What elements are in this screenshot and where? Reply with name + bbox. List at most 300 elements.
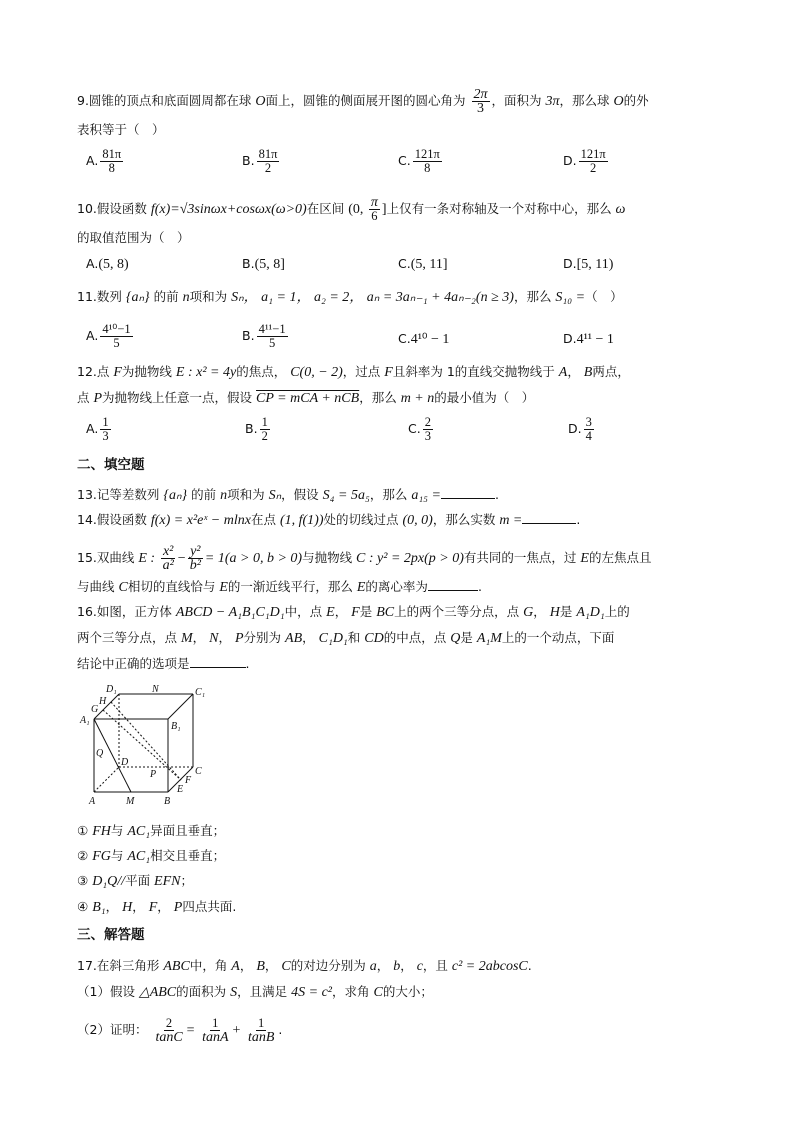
q11-option-d xyxy=(563,330,614,349)
edge xyxy=(168,694,193,719)
frac-den: 2 xyxy=(261,429,268,443)
q11-text: 11.数列 xyxy=(77,289,126,304)
frac-num: y² xyxy=(190,544,201,559)
q16-text: 是 xyxy=(460,630,477,645)
math: m + n xyxy=(400,391,435,406)
frac-den: 3 xyxy=(102,429,109,443)
q12-text: ， xyxy=(567,364,584,379)
q16-text: 结论中正确的选项是 xyxy=(77,656,190,671)
q15-text: 有共同的一焦点，过 xyxy=(463,550,581,565)
choice-text: 相交且垂直； xyxy=(150,848,226,863)
math: FH xyxy=(92,824,111,839)
math: O xyxy=(255,94,266,109)
math: BC xyxy=(376,605,395,620)
choice-text: ； xyxy=(180,873,194,888)
math: EFN xyxy=(154,874,181,889)
q16-text: 的中点，点 xyxy=(383,630,451,645)
label-g: G xyxy=(91,704,99,715)
answer-blank xyxy=(522,523,576,524)
q15-text: 的离心率为 xyxy=(365,579,428,594)
label-f: F xyxy=(185,775,192,786)
math: O xyxy=(613,94,624,109)
q16-line2 xyxy=(77,629,614,648)
math: C xyxy=(281,959,291,974)
q16-text: ， xyxy=(192,630,210,645)
segment-gf xyxy=(103,710,181,780)
section-heading-solve: 三、解答题 xyxy=(77,927,145,943)
q15-text: 与曲线 xyxy=(77,579,119,594)
q9-option-d xyxy=(563,148,610,175)
q17-text: . xyxy=(527,958,532,973)
q16-text: 两个三等分点，点 xyxy=(77,630,181,645)
math: n xyxy=(182,290,190,305)
option-value: (5, 8] xyxy=(254,257,285,272)
math: E : x² = 4y xyxy=(175,365,237,380)
math: M xyxy=(180,631,193,646)
q16-choice-2 xyxy=(77,847,225,866)
choice-text: ， xyxy=(105,899,123,914)
q12-option-d xyxy=(568,416,596,443)
frac-num: 121π xyxy=(580,147,606,161)
fraction xyxy=(369,196,380,223)
q10-line2: 的取值范围为（ ） xyxy=(77,230,190,245)
option-label: A. xyxy=(86,421,99,436)
option-label: A. xyxy=(86,153,99,168)
frac-den: a² xyxy=(162,558,174,573)
label-d: D xyxy=(121,757,129,768)
option-label: C. xyxy=(398,256,411,271)
option-label: B. xyxy=(245,421,258,436)
math: B xyxy=(583,365,593,380)
frac-num: 4¹¹−1 xyxy=(258,322,286,336)
q9-option-b xyxy=(242,148,281,175)
math: E xyxy=(580,551,589,566)
q9-text: ，那么球 xyxy=(559,93,614,108)
option-label: D. xyxy=(563,331,577,346)
q15-text: 相切的直线恰与 xyxy=(127,579,220,594)
q9-text: ，面积为 xyxy=(491,93,546,108)
option-value: (5, 8) xyxy=(98,257,129,272)
frac-den: 2 xyxy=(590,161,597,175)
fraction xyxy=(257,323,288,350)
choice-num: ② xyxy=(77,848,93,863)
frac-den: tanB xyxy=(247,1030,275,1045)
q11-option-a xyxy=(86,323,135,350)
math: F xyxy=(351,605,360,620)
q15-text: 的一渐近线平行，那么 xyxy=(227,579,357,594)
q9-option-a xyxy=(86,148,125,175)
frac-den: 3 xyxy=(477,101,485,116)
math: ABCD − A₁B₁C₁D₁ xyxy=(175,605,285,620)
label-c: C xyxy=(195,766,202,777)
frac-den: tanC xyxy=(155,1030,183,1045)
q10-text: 上仅有一条对称轴及一个对称中心，那么 xyxy=(386,201,616,216)
math: f(x) = x²eˣ − mlnx xyxy=(150,513,251,528)
q14-text: ，那么实数 xyxy=(432,512,500,527)
option-label: C. xyxy=(408,421,421,436)
fraction xyxy=(153,1017,184,1044)
q17-text: ， xyxy=(400,958,417,973)
math: 4S = c² xyxy=(291,985,332,1000)
label-d1: D₁ xyxy=(106,684,117,695)
q17-text: ，且满足 xyxy=(237,984,292,999)
math: FG xyxy=(92,849,111,864)
fraction xyxy=(257,148,280,175)
choice-text: ， xyxy=(157,899,174,914)
math: AB xyxy=(285,631,303,646)
q12-text: ，那么 xyxy=(359,390,401,405)
frac-num: 121π xyxy=(414,147,440,161)
math: N xyxy=(209,631,219,646)
q10-option-a xyxy=(86,255,129,274)
frac-num: 81π xyxy=(258,147,278,161)
math: F xyxy=(384,365,393,380)
q12-text: 为抛物线 xyxy=(121,364,176,379)
math: n xyxy=(220,488,228,503)
q16-text: 16.如图，正方体 xyxy=(77,604,176,619)
math: + xyxy=(232,1023,244,1038)
math: CD xyxy=(364,631,384,646)
q16-text: 中，点 xyxy=(284,604,327,619)
q14-line xyxy=(77,511,580,530)
q12-text: 的焦点， xyxy=(236,364,291,379)
q16-text: ， xyxy=(533,604,550,619)
q15-text: 的左焦点且 xyxy=(588,550,652,565)
math: ABC xyxy=(163,959,190,974)
option-label: C. xyxy=(398,331,411,346)
math: E xyxy=(326,605,335,620)
q12-text: 两点， xyxy=(592,364,630,379)
fraction xyxy=(260,416,270,443)
q12-line1 xyxy=(77,363,630,382)
frac-num: 2 xyxy=(165,1016,173,1030)
frac-num: 2 xyxy=(424,415,431,429)
q13-line xyxy=(77,486,499,505)
math: c xyxy=(416,959,423,974)
q11-text: 项和为 xyxy=(189,289,232,304)
frac-den: 5 xyxy=(268,336,276,350)
math: E xyxy=(356,580,366,595)
section-heading-fill-blank: 二、填空题 xyxy=(77,457,145,473)
fraction xyxy=(423,416,433,443)
frac-den: 3 xyxy=(424,429,431,443)
math: F xyxy=(113,365,122,380)
frac-den: 6 xyxy=(371,209,378,223)
q16-text: 上的 xyxy=(604,604,630,619)
q15-line1 xyxy=(77,545,651,572)
math: ] xyxy=(381,202,387,217)
choice-text: 与 xyxy=(110,848,128,863)
q13-text: . xyxy=(495,487,499,502)
q17-text: ，且 xyxy=(422,958,452,973)
q16-text: 是 xyxy=(559,604,577,619)
option-label: B. xyxy=(242,153,255,168)
q9-line1 xyxy=(77,88,649,115)
q17-text: ，求角 xyxy=(331,984,374,999)
q11-option-b xyxy=(242,323,290,350)
math: = xyxy=(186,1023,199,1038)
label-b1: B₁ xyxy=(171,721,181,732)
q16-text: ， xyxy=(302,630,319,645)
fraction xyxy=(161,545,176,572)
math: c² = 2abcosC xyxy=(451,959,528,974)
q16-text: ， xyxy=(218,630,235,645)
q12-option-b xyxy=(245,416,272,443)
q12-text: 为抛物线上任意一点，假设 xyxy=(102,390,257,405)
q16-choice-1 xyxy=(77,822,225,841)
frac-den: 8 xyxy=(108,161,115,175)
label-a1: A₁ xyxy=(80,715,90,726)
option-label: D. xyxy=(563,153,577,168)
label-c1: C₁ xyxy=(195,687,206,698)
label-q: Q xyxy=(96,748,104,759)
math: P xyxy=(93,391,103,406)
math: P xyxy=(234,631,244,646)
math: P xyxy=(173,900,183,915)
option-label: B. xyxy=(242,328,255,343)
fraction xyxy=(472,88,490,115)
math: S₄ = 5a₅ xyxy=(322,488,370,503)
label-a: A xyxy=(89,796,96,807)
q11-text: 的前 xyxy=(149,289,183,304)
math: 3π xyxy=(545,94,560,109)
math: B₁ xyxy=(92,900,106,915)
q12-text: 且斜率为 1的直线交抛物线于 xyxy=(392,364,559,379)
q16-text: . xyxy=(245,656,250,671)
frac-num: π xyxy=(370,195,378,210)
frac-num: 3 xyxy=(585,415,592,429)
frac-num: x² xyxy=(162,544,174,559)
q17-text: （2）证明： xyxy=(77,1022,152,1037)
math: b xyxy=(393,959,401,974)
math: = 1(a > 0, b > 0) xyxy=(204,551,303,566)
math: C₁D₁ xyxy=(318,631,348,646)
math: F xyxy=(148,900,158,915)
cube-figure xyxy=(76,682,216,812)
math: E : xyxy=(138,551,159,566)
q9-option-c xyxy=(398,148,444,175)
math: C(0, − 2) xyxy=(290,365,343,380)
fraction xyxy=(413,148,442,175)
q14-text: 14.假设函数 xyxy=(77,512,151,527)
segment-hf xyxy=(111,702,181,780)
frac-den: b² xyxy=(189,558,201,573)
q14-text: 处的切线过点 xyxy=(323,512,403,527)
q17-text: ， xyxy=(376,958,394,973)
q13-text: 的前 xyxy=(187,487,221,502)
choice-text: 与 xyxy=(110,823,128,838)
math: f(x)=√3sinωx+cosωx(ω>0) xyxy=(150,202,307,217)
answer-blank xyxy=(441,498,495,499)
q16-text: 上的两个三等分点，点 xyxy=(394,604,524,619)
frac-num: 81π xyxy=(102,147,122,161)
q9-text: 的外 xyxy=(623,93,649,108)
q11-option-c xyxy=(398,330,449,349)
answer-blank xyxy=(190,667,246,668)
q17-text: 中，角 xyxy=(189,958,232,973)
label-m: M xyxy=(126,796,135,807)
frac-num: 4¹⁰−1 xyxy=(102,322,131,336)
hidden-edge xyxy=(94,767,119,792)
choice-text: 平面 xyxy=(125,873,155,888)
frac-num: 1 xyxy=(261,415,268,429)
fraction xyxy=(200,1017,230,1044)
math: (0, 0) xyxy=(402,513,433,528)
q17-text: 17.在斜三角形 xyxy=(77,958,164,973)
q17-line3 xyxy=(77,1017,282,1044)
math: ω xyxy=(615,202,626,217)
q15-text: 15.双曲线 xyxy=(77,550,139,565)
math: G xyxy=(523,605,534,620)
choice-num: ④ xyxy=(77,899,93,914)
math: A₁D₁ xyxy=(576,605,605,620)
math: E xyxy=(219,580,228,595)
frac-num: 1 xyxy=(102,415,109,429)
math: △ABC xyxy=(138,985,177,1000)
math: ， a₁ = 1， a₂ = 2， aₙ = 3aₙ₋₁ + 4aₙ₋₂(n ≥ 3) xyxy=(243,290,514,305)
math: {aₙ} xyxy=(163,488,188,503)
q16-text: 是 xyxy=(359,604,377,619)
math: AC₁ xyxy=(127,849,151,864)
label-p: P xyxy=(150,769,157,780)
math: Q xyxy=(450,631,461,646)
fraction xyxy=(100,148,123,175)
q10-text: 10.假设函数 xyxy=(77,201,151,216)
q12-text: 点 xyxy=(77,390,94,405)
q12-text: ，过点 xyxy=(342,364,385,379)
q12-option-a xyxy=(86,416,113,443)
q10-option-d xyxy=(563,255,613,274)
option-label: B. xyxy=(242,256,255,271)
q17-text: ， xyxy=(264,958,282,973)
q13-text: 13.记等差数列 xyxy=(77,487,164,502)
math: Sₙ xyxy=(231,290,244,305)
q12-text: 12.点 xyxy=(77,364,114,379)
math: B xyxy=(256,959,265,974)
q16-choice-4 xyxy=(77,898,236,917)
option-value: (5, 11] xyxy=(410,257,448,272)
q11-text: ，那么 xyxy=(513,289,556,304)
option-label: C. xyxy=(398,153,411,168)
q17-line1 xyxy=(77,957,532,976)
q12-text: 的最小值为（ ） xyxy=(434,390,535,405)
choice-text: 四点共面. xyxy=(182,899,237,914)
fraction xyxy=(100,323,132,350)
math: C xyxy=(118,580,128,595)
option-value: [5, 11) xyxy=(576,257,614,272)
q16-choice-3 xyxy=(77,872,193,891)
math: S xyxy=(230,985,238,1000)
q14-text: . xyxy=(576,512,581,527)
q16-line3 xyxy=(77,655,250,673)
math: D₁Q// xyxy=(92,874,126,889)
frac-num: 1 xyxy=(212,1016,219,1030)
fraction xyxy=(579,148,608,175)
q15-text: 与抛物线 xyxy=(302,550,357,565)
q13-text: 项和为 xyxy=(227,487,269,502)
answer-blank xyxy=(428,590,478,591)
q11-text: （ ） xyxy=(585,289,623,304)
q16-text: 和 xyxy=(347,630,365,645)
math: H xyxy=(549,605,560,620)
q12-option-c xyxy=(408,416,435,443)
math: C : y² = 2px(p > 0) xyxy=(356,551,464,566)
math: AC₁ xyxy=(127,824,151,839)
q12-line2 xyxy=(77,389,534,408)
frac-den: 5 xyxy=(113,336,120,350)
label-n: N xyxy=(152,684,159,695)
math: A xyxy=(231,959,240,974)
q15-text: . xyxy=(477,579,482,594)
q15-line2 xyxy=(77,578,482,597)
option-value: 4¹⁰ − 1 xyxy=(410,332,450,347)
fraction xyxy=(100,416,110,443)
frac-den: 2 xyxy=(264,161,272,175)
math: m = xyxy=(499,513,523,528)
q11-line1 xyxy=(77,288,623,307)
fraction xyxy=(246,1017,276,1044)
q13-text: ，那么 xyxy=(369,487,412,502)
q10-line1 xyxy=(77,196,625,223)
vector-equation: CP = mCA + nCB xyxy=(256,391,360,406)
math: S₁₀ = xyxy=(555,290,586,305)
q17-text: 的对边分别为 xyxy=(290,958,370,973)
math: H xyxy=(122,900,133,915)
math: {aₙ} xyxy=(125,290,150,305)
frac-den: 4 xyxy=(585,429,592,443)
math: C xyxy=(373,985,383,1000)
option-label: A. xyxy=(86,256,99,271)
q10-text: 在区间 xyxy=(306,201,349,216)
q9-text: 面上，圆锥的侧面展开图的圆心角为 xyxy=(265,93,470,108)
option-value: 4¹¹ − 1 xyxy=(576,332,614,347)
q13-text: ，假设 xyxy=(281,487,323,502)
q16-text: 分别为 xyxy=(243,630,286,645)
frac-den: 8 xyxy=(424,161,431,175)
q14-text: 在点 xyxy=(250,512,280,527)
math: (1, f(1)) xyxy=(279,513,324,528)
q16-line1 xyxy=(77,603,630,622)
q17-text: 的大小； xyxy=(382,984,433,999)
fraction xyxy=(188,545,203,572)
label-h: H xyxy=(99,696,107,707)
choice-num: ③ xyxy=(77,873,93,888)
q10-option-b xyxy=(242,255,285,274)
minus: − xyxy=(177,551,186,566)
q16-text: ， xyxy=(334,604,352,619)
choice-text: ， xyxy=(132,899,149,914)
choice-num: ① xyxy=(77,823,93,838)
frac-num: 2π xyxy=(473,87,488,102)
math: Sₙ xyxy=(268,488,282,503)
choice-text: 异面且垂直； xyxy=(150,823,226,838)
math: a₁₅ = xyxy=(411,488,441,503)
option-label: A. xyxy=(86,328,99,343)
option-label: D. xyxy=(568,421,582,436)
q9-text: 9.圆锥的顶点和底面圆周都在球 xyxy=(77,93,256,108)
math: (0, xyxy=(348,202,367,217)
frac-num: 1 xyxy=(258,1016,265,1030)
q10-option-c xyxy=(398,255,448,274)
q16-text: 上的一个动点，下面 xyxy=(501,630,615,645)
q17-text: ， xyxy=(239,958,257,973)
label-b: B xyxy=(164,796,171,807)
q17-text: （1）假设 xyxy=(77,984,139,999)
frac-den: tanA xyxy=(202,1030,229,1045)
q17-text: 的面积为 xyxy=(176,984,231,999)
q17-text: . xyxy=(278,1022,283,1037)
math: A xyxy=(558,365,568,380)
